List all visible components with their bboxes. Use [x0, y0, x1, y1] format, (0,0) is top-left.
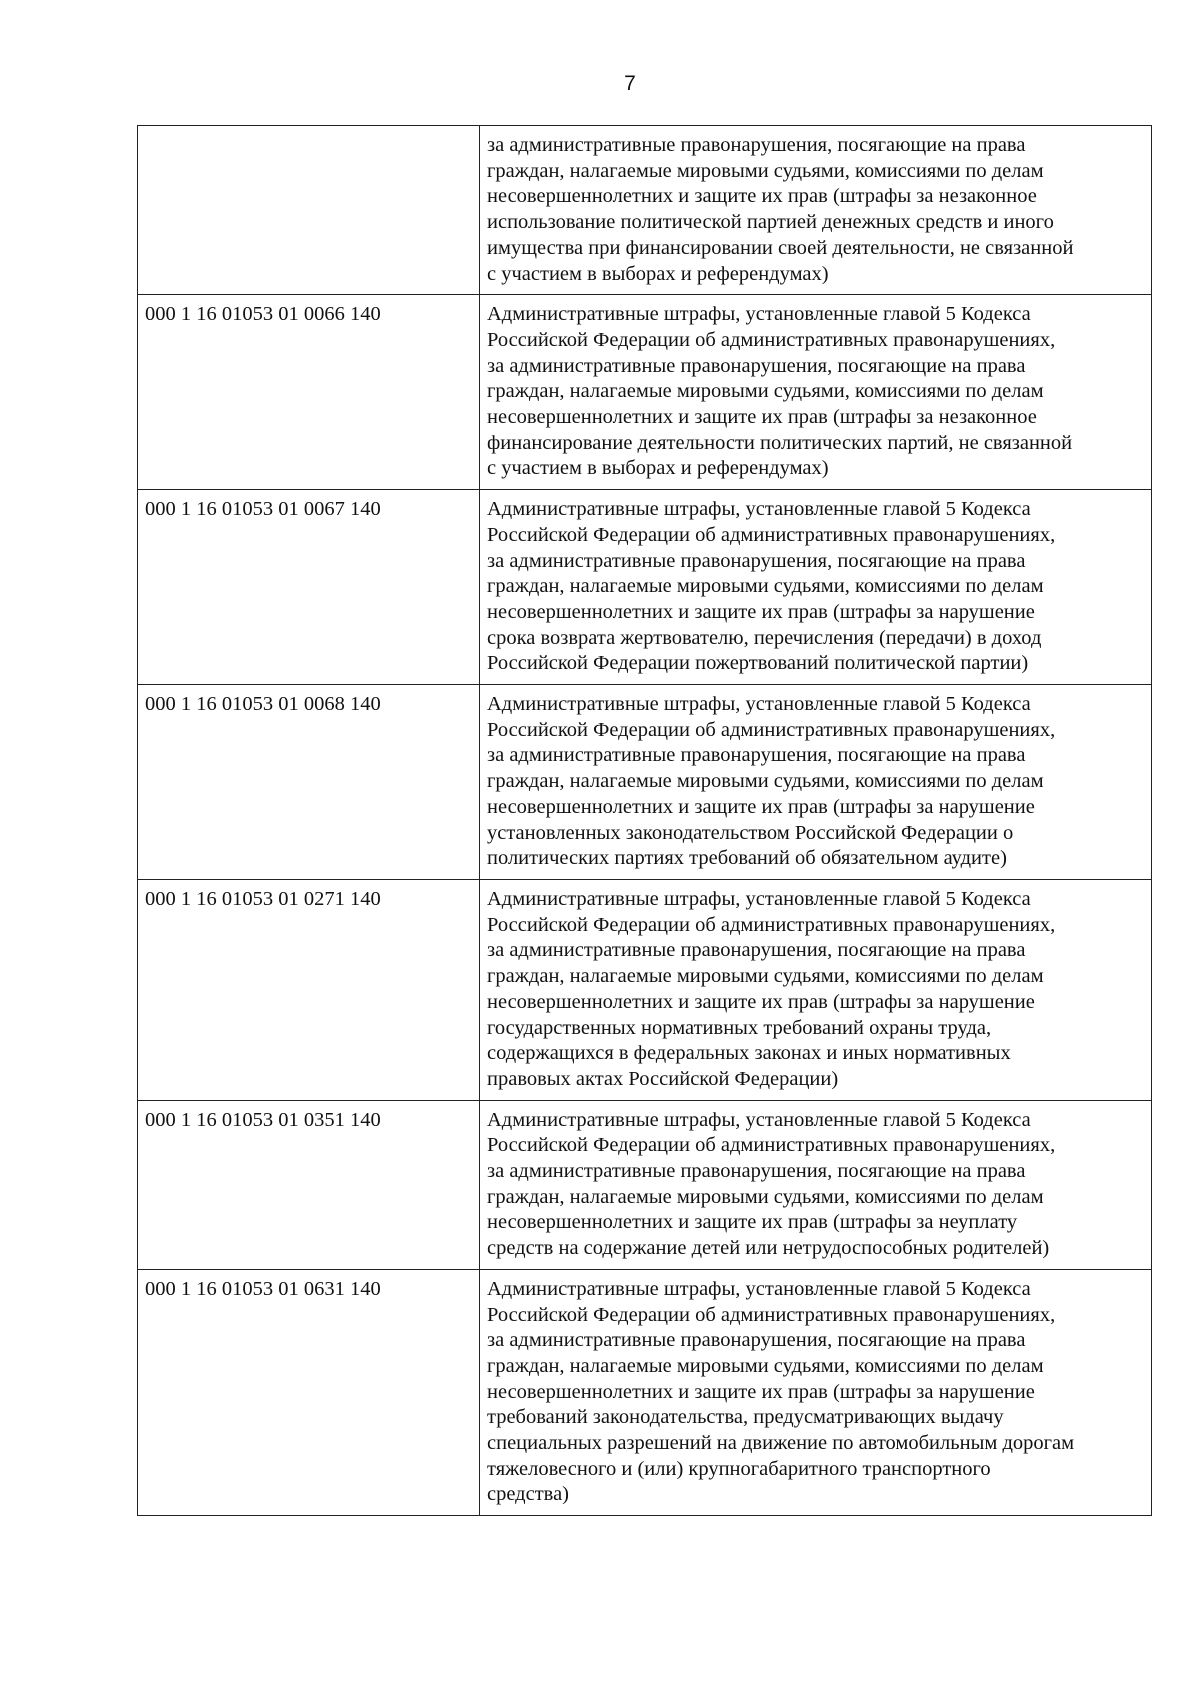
description-line: за административные правонарушения, посягающие на права [487, 744, 1026, 767]
table-body [138, 126, 1152, 1516]
description-line: Российской Федерации пожертвований политической партии) [487, 652, 1029, 675]
description-line: Российской Федерации об административных правонарушениях, [487, 1134, 1056, 1157]
description-line: граждан, налагаемые мировыми судьями, комиссиями по делам [487, 1354, 1044, 1377]
description-line: Административные штрафы, установленные главой 5 Кодекса [487, 1108, 1031, 1131]
description-line: установленных законодательством Российской Федерации о [487, 821, 1014, 844]
description-cell [480, 295, 1152, 490]
description-line: государственных нормативных требований охраны труда, [487, 1016, 992, 1039]
description-line: за административные правонарушения, посягающие на права [487, 1160, 1026, 1183]
table-row [138, 295, 1152, 490]
description-line: Российской Федерации об административных правонарушениях, [487, 913, 1056, 936]
description-line: за административные правонарушения, посягающие на права [487, 134, 1026, 156]
description-line: Российской Федерации об административных правонарушениях, [487, 328, 1056, 351]
description-line: за административные правонарушения, посягающие на права [487, 549, 1026, 572]
description-line: несовершеннолетних и защите их прав (штрафы за незаконное [487, 185, 1037, 208]
description-cell [480, 1100, 1152, 1269]
description-line: граждан, налагаемые мировыми судьями, комиссиями по делам [487, 1185, 1044, 1208]
description-line: несовершеннолетних и защите их прав (штрафы за нарушение [487, 990, 1035, 1013]
description-line: Российской Федерации об административных правонарушениях, [487, 523, 1056, 546]
description-line: с участием в выборах и референдумах) [487, 262, 829, 285]
description-cell [480, 126, 1152, 295]
table-row [138, 879, 1152, 1100]
budget-code-cell: 000 1 16 01053 01 0067 140 [138, 490, 480, 685]
description-line: граждан, налагаемые мировыми судьями, комиссиями по делам [487, 159, 1044, 182]
description-line: финансирование деятельности политических партий, не связанной [487, 431, 1073, 454]
description-line: Административные штрафы, установленные главой 5 Кодекса [487, 887, 1031, 910]
description-line: несовершеннолетних и защите их прав (штрафы за незаконное [487, 406, 1037, 429]
description-line: за административные правонарушения, посягающие на права [487, 354, 1026, 377]
description-line: за административные правонарушения, посягающие на права [487, 939, 1026, 962]
description-cell [480, 685, 1152, 880]
description-cell [480, 490, 1152, 685]
description-line: Административные штрафы, установленные главой 5 Кодекса [487, 303, 1031, 326]
description-line: несовершеннолетних и защите их прав (штрафы за нарушение [487, 1380, 1035, 1403]
description-line: несовершеннолетних и защите их прав (штрафы за неуплату [487, 1211, 1018, 1234]
description-line: с участием в выборах и референдумах) [487, 457, 829, 480]
description-line: средства) [487, 1483, 569, 1506]
budget-code-cell [138, 126, 480, 295]
description-cell [480, 879, 1152, 1100]
description-line: тяжеловесного и (или) крупногабаритного транспортного [487, 1457, 991, 1480]
description-line: граждан, налагаемые мировыми судьями, комиссиями по делам [487, 965, 1044, 988]
description-line: Административные штрафы, установленные главой 5 Кодекса [487, 1277, 1031, 1300]
description-line: граждан, налагаемые мировыми судьями, комиссиями по делам [487, 380, 1044, 403]
description-line: несовершеннолетних и защите их прав (штрафы за нарушение [487, 600, 1035, 623]
description-line: за административные правонарушения, посягающие на права [487, 1329, 1026, 1352]
description-line: срока возврата жертвователю, перечисления (передачи) в доход [487, 626, 1042, 649]
description-line: использование политической партией денежных средств и иного [487, 211, 1054, 234]
description-line: Административные штрафы, установленные главой 5 Кодекса [487, 693, 1031, 716]
budget-code-cell: 000 1 16 01053 01 0066 140 [138, 295, 480, 490]
budget-codes-table [137, 125, 1152, 1516]
description-line: содержащихся в федеральных законах и иных нормативных [487, 1042, 1011, 1065]
budget-code-cell: 000 1 16 01053 01 0271 140 [138, 879, 480, 1100]
description-line: граждан, налагаемые мировыми судьями, комиссиями по делам [487, 770, 1044, 793]
description-line: политических партиях требований об обязательном аудите) [487, 847, 1007, 870]
description-cell [480, 1269, 1152, 1515]
table-row [138, 685, 1152, 880]
budget-code-cell: 000 1 16 01053 01 0631 140 [138, 1269, 480, 1515]
description-line: несовершеннолетних и защите их прав (штрафы за нарушение [487, 795, 1035, 818]
description-line: средств на содержание детей или нетрудоспособных родителей) [487, 1237, 1050, 1260]
description-line: Российской Федерации об административных правонарушениях, [487, 1303, 1056, 1326]
table-row [138, 1269, 1152, 1515]
description-line: граждан, налагаемые мировыми судьями, комиссиями по делам [487, 575, 1044, 598]
description-line: требований законодательства, предусматривающих выдачу [487, 1406, 1004, 1429]
table-row [138, 1100, 1152, 1269]
page-number: 7 [624, 72, 636, 95]
table-row [138, 126, 1152, 295]
description-line: правовых актах Российской Федерации) [487, 1067, 839, 1090]
description-line: специальных разрешений на движение по автомобильным дорогам [487, 1432, 1075, 1455]
description-line: Административные штрафы, установленные главой 5 Кодекса [487, 498, 1031, 521]
description-line: Российской Федерации об административных правонарушениях, [487, 718, 1056, 741]
budget-code-cell: 000 1 16 01053 01 0351 140 [138, 1100, 480, 1269]
table-row [138, 490, 1152, 685]
description-line: имущества при финансировании своей деятельности, не связанной [487, 236, 1074, 259]
budget-code-cell: 000 1 16 01053 01 0068 140 [138, 685, 480, 880]
